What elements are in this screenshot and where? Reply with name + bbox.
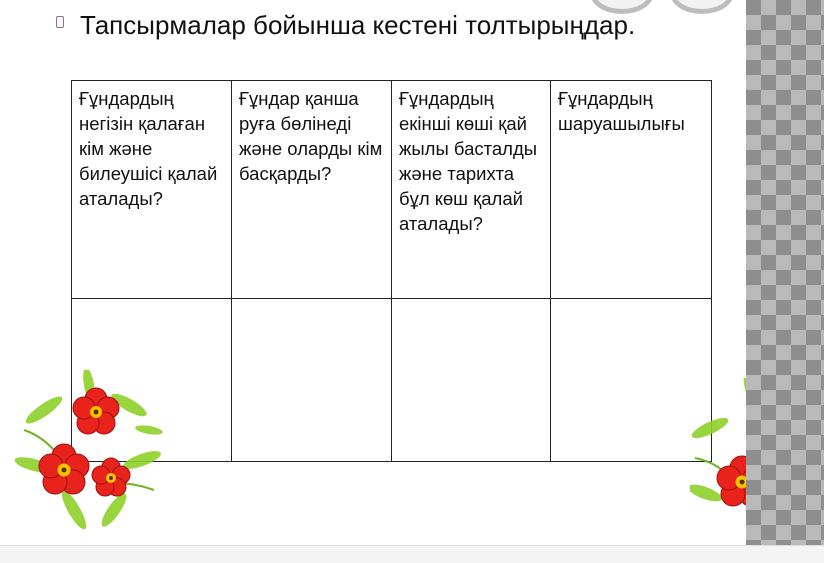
table-answer-cell[interactable] (392, 299, 551, 462)
slide-heading: Тапсырмалар бойынша кестені толтырыңдар. (80, 10, 636, 40)
table-header-cell: Ғұндар қанша руға бөлінеді және оларды кім басқарды? (232, 81, 392, 299)
table-header-cell: Ғұндардың екінші көші қай жылы басталды және тарихта бұл көш қалай аталады? (392, 81, 551, 299)
checker-pattern (746, 0, 824, 545)
task-table (71, 80, 712, 462)
table-header-row (72, 81, 712, 299)
table-answer-cell[interactable] (232, 299, 392, 462)
top-ornament (670, 0, 734, 14)
table-header-cell: Ғұндардың негізін қалаған кім және билеушісі қалай аталады? (72, 81, 232, 299)
bottom-strip (0, 545, 824, 563)
flower-bouquet-left-icon (14, 370, 164, 530)
table-header-cell: Ғұндардың шаруашылығы (551, 81, 712, 299)
table-answer-cell[interactable] (551, 299, 712, 462)
bullet-icon (56, 16, 64, 28)
table-answer-row (72, 299, 712, 462)
